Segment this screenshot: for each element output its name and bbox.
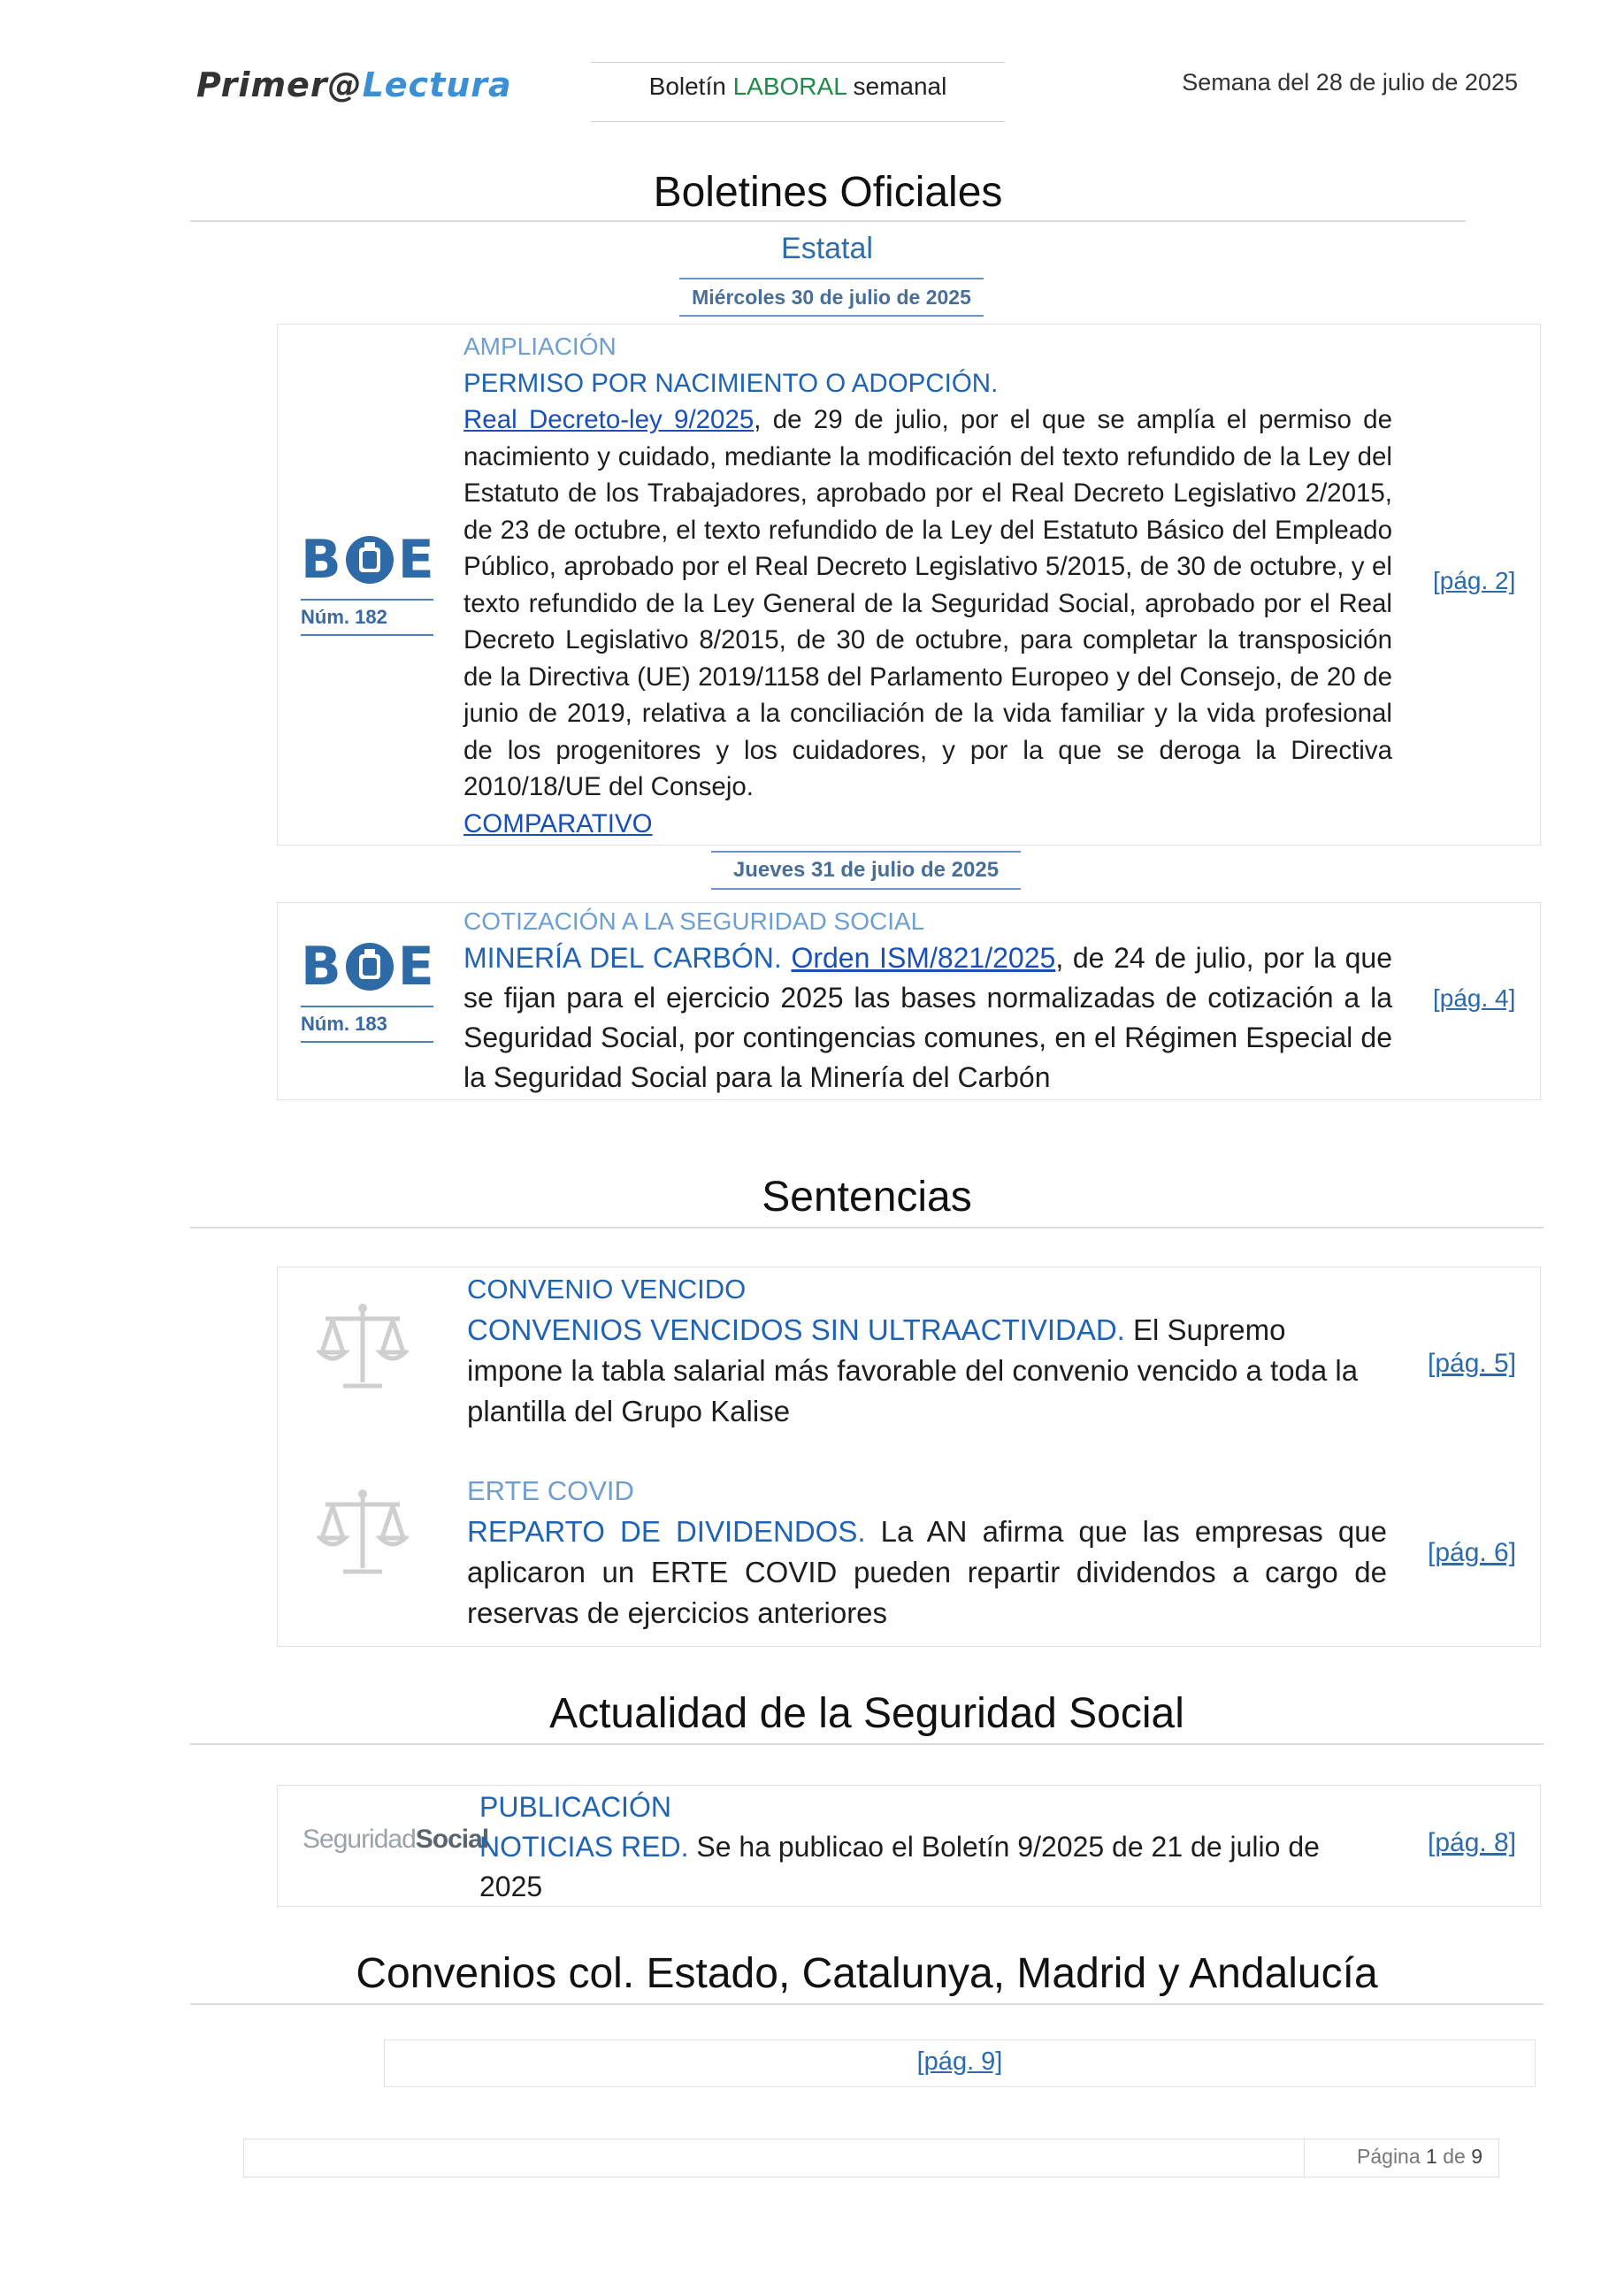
logo-light-text: Seguridad — [303, 1825, 416, 1854]
page-prefix: Página — [1357, 2145, 1427, 2168]
spain-coat-of-arms-icon — [345, 940, 395, 993]
page-current: 1 — [1426, 2145, 1437, 2168]
entry-text — [463, 328, 1392, 842]
entry-category: COTIZACIÓN A LA SEGURIDAD SOCIAL — [463, 907, 925, 935]
section-title-convenios: Convenios col. Estado, Catalunya, Madrid y Andalucía — [190, 1949, 1544, 2005]
week-date: Semana del 28 de julio de 2025 — [1182, 69, 1518, 96]
boe-number: Núm. 183 — [301, 1006, 433, 1043]
entry-subcategory: MINERÍA DEL CARBÓN. — [463, 942, 782, 974]
section-title-seguridad-social: Actualidad de la Seguridad Social — [190, 1689, 1544, 1745]
entry-body: Se ha publicao el Boletín 9/2025 de 21 de julio de 2025 — [479, 1831, 1320, 1902]
scales-of-justice-icon — [317, 1297, 409, 1395]
boe-logo: B E — [301, 529, 434, 591]
order-link[interactable]: Orden ISM/821/2025 — [791, 942, 1056, 974]
entry-category: CONVENIO VENCIDO — [467, 1274, 747, 1305]
logo-part-2: Lectura — [362, 65, 512, 104]
entry-subcategory: PERMISO POR NACIMIENTO O ADOPCIÓN. — [463, 368, 999, 398]
entry-subcategory: REPARTO DE DIVIDENDOS. — [467, 1515, 866, 1548]
entry-category: ERTE COVID — [467, 1475, 634, 1506]
comparativo-link[interactable]: COMPARATIVO — [463, 808, 653, 838]
entry-category: PUBLICACIÓN — [479, 1791, 671, 1823]
sentencia-entry — [467, 1471, 1387, 1634]
boe-badge — [301, 936, 434, 1043]
page-reference-link[interactable]: [pág. 6] — [1428, 1538, 1517, 1567]
sentencia-entry — [467, 1269, 1387, 1432]
sentencias-box — [277, 1267, 1541, 1647]
spain-coat-of-arms-icon — [345, 533, 395, 586]
boe-logo: B E — [301, 936, 434, 998]
entry-subcategory: CONVENIOS VENCIDOS SIN ULTRAACTIVIDAD. — [467, 1313, 1125, 1346]
page-reference-link[interactable]: [pág. 8] — [1428, 1828, 1517, 1857]
bulletin-title — [591, 62, 1005, 122]
page-reference-link[interactable]: [pág. 2] — [1433, 567, 1516, 594]
page-reference-link[interactable]: [pág. 5] — [1428, 1349, 1517, 1378]
bulletin-prefix: Boletín — [648, 73, 733, 100]
entry-body: El Supremo impone la tabla salarial más favorable del convenio vencido a toda la plantilla del Grupo Kalise — [467, 1313, 1359, 1427]
decree-link[interactable]: Real Decreto-ley 9/2025 — [463, 405, 755, 434]
convenios-box — [384, 2040, 1536, 2087]
primera-lectura-logo — [196, 65, 512, 104]
page-number — [1357, 2145, 1482, 2169]
boe-number: Núm. 182 — [301, 599, 433, 636]
date-heading: Jueves 31 de julio de 2025 — [711, 851, 1021, 890]
seguridad-social-box — [277, 1785, 1541, 1907]
subsection-estatal: Estatal — [781, 232, 873, 265]
logo-bold-text: Social — [415, 1825, 489, 1854]
seguridad-social-logo — [303, 1825, 488, 1855]
page-middle: de — [1436, 2145, 1472, 2168]
scales-of-justice-icon — [317, 1483, 409, 1580]
entry-category: AMPLIACIÓN — [463, 333, 617, 360]
page-footer — [243, 2139, 1499, 2177]
page-reference-link[interactable]: [pág. 4] — [1433, 984, 1516, 1012]
date-heading: Miércoles 30 de julio de 2025 — [679, 278, 984, 317]
entry-body: La AN afirma que las empresas que aplicaron un ERTE COVID pueden repartir dividendos a cargo de reservas de ejercicios anteriores — [467, 1515, 1387, 1629]
logo-part-1: Primer@ — [196, 65, 363, 104]
boe-entry-box — [277, 902, 1541, 1100]
entry-body: , de 29 de julio, por el que se amplía el permiso de nacimiento y cuidado, mediante la modificación del texto refundido de la Ley del Estatuto de los Trabajadores, aprobado por el Real Decreto Legislativo 2/2015, de 23 de octubre, el texto refundido de la Ley del Estatuto Básico del Empleado Público, aprobado por el Real Decreto Legislativo 5/2015, de 30 de octubre, y el texto refundido de la Ley General de la Seguridad Social, aprobado por el Real Decreto Legislativo 8/2015, de 30 de octubre, para completar la transposición de la Directiva (UE) 2019/1158 del Parlamento Europeo y del Consejo, de 20 de junio de 2019, relativa a la conciliación de la vida familiar y la vida profesional de los progenitores y los cuidadores, y por la que se deroga la Directiva 2010/18/UE del Consejo. — [463, 405, 1392, 801]
boe-entry-box — [277, 324, 1541, 846]
bulletin-suffix: semanal — [846, 73, 947, 100]
section-title-boletines: Boletines Oficiales — [190, 168, 1466, 222]
boe-badge — [301, 529, 434, 636]
page-total: 9 — [1471, 2145, 1482, 2168]
footer-divider — [1304, 2139, 1305, 2177]
section-title-sentencias: Sentencias — [190, 1173, 1544, 1228]
entry-subcategory: NOTICIAS RED. — [479, 1831, 689, 1863]
entry-text — [463, 905, 1392, 1098]
bulletin-accent: LABORAL — [732, 73, 846, 100]
seguridad-entry — [479, 1787, 1364, 1907]
entry-body: , de 24 de julio, por la que se fijan para el ejercicio 2025 las bases normalizadas de cotización a la Seguridad Social, por contingencias comunes, en el Régimen Especial de la Seguridad Social para la Minería del Carbón — [463, 942, 1393, 1093]
page-reference-link[interactable]: [pág. 9] — [916, 2047, 1003, 2076]
